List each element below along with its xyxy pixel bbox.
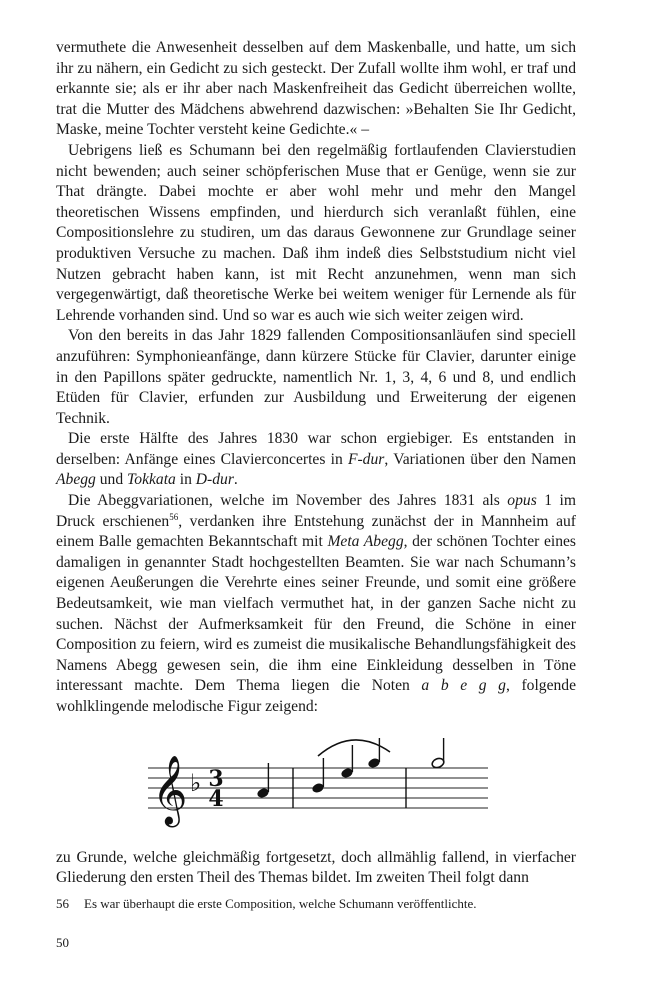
text-segment: Meta Abegg xyxy=(327,533,404,551)
footnote-text: Es war überhaupt die erste Composition, welche Schumann veröffentlichte. xyxy=(84,895,477,911)
paragraph-3 xyxy=(56,326,576,429)
text-segment: in xyxy=(175,471,196,489)
time-signature-bottom: 4 xyxy=(208,785,224,812)
text-segment: Von den bereits in das Jahr 1829 fallenden Compositionsanläufen sind speciell anzuführen: Symphonieanfänge, dann kürzere Stücke für Clavier, darunter einige in den Papillons später gedruckte, namentlich Nr. 1, 3, 4, 6 und 8, und endlich Etüden für Clavier, erfunden zur Ausbildung und Erweiterung der eigenen Technik. xyxy=(56,327,576,427)
paragraph-after-music xyxy=(56,848,576,889)
page-body xyxy=(56,38,576,913)
footnote-number: 56 xyxy=(56,895,69,911)
page-number: 50 xyxy=(56,935,69,950)
text-segment: a b e g g xyxy=(421,677,506,695)
note-e xyxy=(340,745,354,779)
text-segment: und xyxy=(95,471,128,489)
text-segment: zu Grunde, welche gleichmäßig fortgesetzt, doch allmählig fallend, in vierfacher Gliederung den ersten Theil des Themas bildet. Im zweiten Theil folgt dann xyxy=(56,848,576,887)
paragraph-2 xyxy=(56,141,576,326)
footnote-reference: 56 xyxy=(169,511,179,522)
text-segment: D-dur xyxy=(195,471,234,489)
paragraph-5 xyxy=(56,491,576,718)
text-segment: F-dur xyxy=(347,450,385,468)
note-g-half xyxy=(431,738,445,769)
paragraph-4 xyxy=(56,429,576,491)
treble-clef-icon: 𝄞 xyxy=(152,754,188,825)
text-segment: , verdanken ihre Entstehung zunächst der in Mannheim auf einem Balle gemachten Bekanntschaft mit xyxy=(56,512,576,551)
paragraph-1 xyxy=(56,38,576,141)
text-segment: . xyxy=(233,471,238,489)
text-segment: , der schönen Tochter eines damaligen in genannter Stadt hochgestellten Beamten. Sie war nach Schumann’s eigenen Aeußerungen die Verehrte eines seiner Freunde, und somit eine größere Bedeutsamkeit, wie man vielfach vermuthet hat, in der ganzen Sache nicht zu suchen. Nächst der Aufmerksamkeit für den Freund, die Schöne in einer Composition zu feiern, wird es zumeist die musikalische Behandlungsfähigkeit des Namens Abegg gewesen sein, die ihm eine Einkleidung desselben in Töne interessant machte. Dem Thema liegen die Noten xyxy=(56,533,576,695)
text-segment: Uebrigens ließ es Schumann bei den regelmäßig fortlaufenden Clavierstudien nicht bewenden; auch seiner schöpferischen Muse that er Genüge, wenn sie zur That drängte. Dabei mochte er aber wohl mehr und mehr den Mangel theoretischen Wissens empfinden, und hierdurch sich veranlaßt fühlen, eine Compositionslehre zu studiren, um das daraus Gewonnene zur Grundlage seiner produktiven Versuche zu machen. Daß ihm indeß dies Selbststudium nicht viel Nutzen gebracht haben kann, ist mit Recht anzunehmen, wenn man sich vergegenwärtigt, daß theoretische Werke bei weitem weniger für Lernende als für Lehrende vorhanden sind. Und so war es auch wie sich weiter zeigen wird. xyxy=(56,141,576,324)
time-signature-top: 3 xyxy=(208,765,224,792)
footnote xyxy=(56,895,576,913)
text-segment: Tokkata xyxy=(127,471,176,489)
text-segment: 1 im Druck erschienen xyxy=(56,492,576,530)
text-segment: opus xyxy=(507,492,537,510)
text-segment: vermuthete die Anwesenheit desselben auf dem Maskenballe, und hatte, um sich ihr zu nähern, ein Gedicht zu sich gesteckt. Der Zufall wollte ihm wohl, er traf und erkannte sie; als er ihr aber nach Maskenfreiheit das Gedicht überreichen wollte, trat die Mutter des Mädchens abwehrend dazwischen: »Behalten Sie Ihr Gedicht, Maske, meine Tochter versteht keine Gedichte.« – xyxy=(56,39,576,139)
text-segment: , Variationen über den Namen xyxy=(384,450,576,468)
note-b xyxy=(311,758,325,794)
music-notation-figure xyxy=(148,738,488,830)
text-segment: Die Abeggvariationen, welche im November des Jahres 1831 als xyxy=(68,492,508,510)
music-example xyxy=(56,718,576,848)
flat-sign-icon: ♭ xyxy=(190,768,202,797)
text-segment: , folgende wohlklingende melodische Figur zeigend: xyxy=(56,677,577,715)
text-segment: Abegg xyxy=(56,471,96,489)
text-segment: Die erste Hälfte des Jahres 1830 war schon ergiebiger. Es entstanden in derselben: Anfänge eines Clavierconcertes in xyxy=(56,430,576,468)
